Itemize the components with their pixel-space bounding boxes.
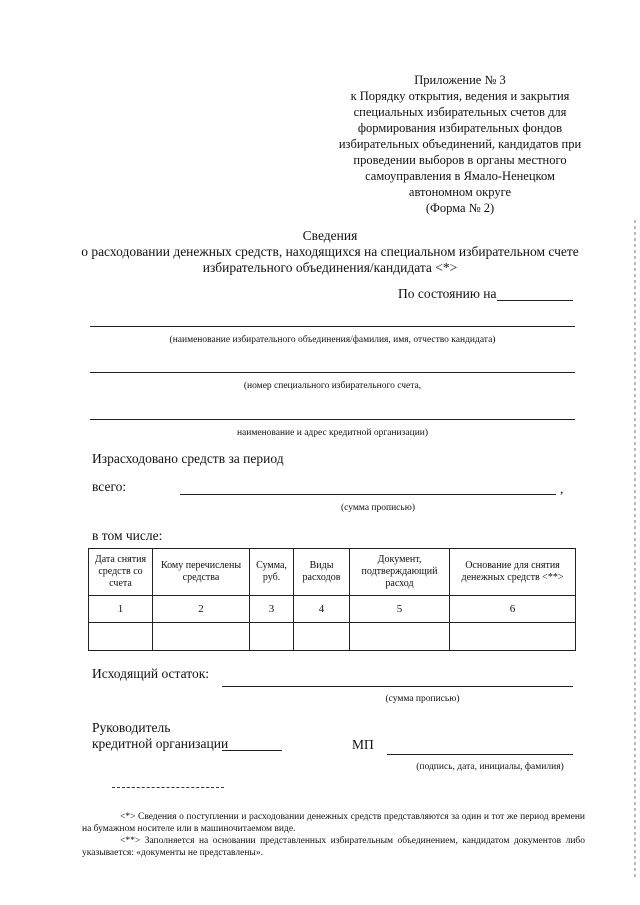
account-number-field[interactable] — [90, 372, 575, 373]
candidate-name-field[interactable] — [90, 326, 575, 327]
table-cell[interactable] — [450, 623, 576, 651]
document-subtitle-line2: избирательного объединения/кандидата <*> — [202, 260, 458, 275]
closing-balance-field[interactable] — [222, 686, 573, 687]
credit-org-label: кредитной организации — [92, 736, 229, 751]
signature-details-field[interactable] — [387, 754, 573, 755]
column-number-row — [89, 596, 576, 623]
including-label: в том числе: — [92, 528, 163, 543]
account-number-caption: (номер специального избирательного счета, — [243, 381, 422, 391]
table-row[interactable] — [89, 623, 576, 651]
header-expense-type: Виды расходов — [294, 549, 350, 596]
footnote-1: <*> Сведения о поступлении и расходовании денежных средств представляются за один и тот же период времени на бумажном носителе или в машиночитаемом виде. — [82, 812, 585, 834]
scan-edge-artifact — [634, 220, 636, 880]
spending-table — [88, 548, 576, 651]
head-signature-field[interactable] — [222, 750, 282, 751]
header-amount: Сумма, руб. — [250, 549, 294, 596]
table-header-row — [89, 549, 576, 596]
closing-balance-label: Исходящий остаток: — [92, 666, 210, 681]
table-cell[interactable] — [89, 623, 153, 651]
bank-name-caption: наименование и адрес кредитной организации) — [236, 428, 429, 438]
total-sum-caption: (сумма прописью) — [341, 503, 415, 513]
appendix-line: автономном округе — [408, 185, 512, 199]
table-cell[interactable] — [153, 623, 250, 651]
header-withdrawal-basis: Основание для снятия денежных средств <**> — [450, 549, 576, 596]
appendix-line: к Порядку открытия, ведения и закрытия — [350, 89, 570, 103]
as-of-date-field[interactable] — [497, 300, 573, 301]
appendix-line: Приложение № 3 — [414, 73, 506, 87]
appendix-line: проведении выборов в органы местного — [353, 153, 567, 167]
stamp-label: МП — [352, 737, 374, 752]
appendix-reference — [330, 72, 590, 216]
total-label: всего: — [92, 479, 127, 494]
header-supporting-document: Документ, подтверждающий расход — [350, 549, 450, 596]
column-number: 6 — [450, 596, 576, 623]
column-number: 4 — [294, 596, 350, 623]
candidate-name-caption: (наименование избирательного объединения/фамилия, имя, отчество кандидата) — [169, 335, 496, 345]
bank-name-address-field[interactable] — [90, 419, 575, 420]
column-number: 1 — [89, 596, 153, 623]
appendix-line: избирательных объединений, кандидатов при — [338, 137, 582, 151]
footnote-2: <**> Заполняется на основании представленных избирательным объединением, кандидатом документов либо указывается: «документы не представлены». — [82, 836, 585, 858]
appendix-line: специальных избирательных счетов для — [353, 105, 567, 119]
total-comma: , — [560, 481, 564, 496]
footnote-separator — [112, 787, 224, 788]
table-cell[interactable] — [294, 623, 350, 651]
appendix-line: (Форма № 2) — [425, 201, 495, 215]
total-sum-field[interactable] — [180, 494, 556, 495]
header-recipient: Кому перечислены средства — [153, 549, 250, 596]
table-cell[interactable] — [250, 623, 294, 651]
column-number: 3 — [250, 596, 294, 623]
as-of-label: По состоянию на — [398, 286, 497, 301]
column-number: 5 — [350, 596, 450, 623]
spent-period-label: Израсходовано средств за период — [92, 451, 284, 466]
header-withdrawal-date: Дата снятия средств со счета — [89, 549, 153, 596]
table-cell[interactable] — [350, 623, 450, 651]
closing-balance-caption: (сумма прописью) — [385, 694, 460, 704]
document-subtitle-line1: о расходовании денежных средств, находящихся на специальном избирательном счете — [81, 244, 579, 259]
column-number: 2 — [153, 596, 250, 623]
appendix-line: самоуправления в Ямало-Ненецком — [365, 169, 555, 183]
signature-caption: (подпись, дата, инициалы, фамилия) — [416, 762, 564, 772]
head-label: Руководитель — [92, 720, 171, 735]
document-title: Сведения — [302, 228, 358, 243]
appendix-line: формирования избирательных фондов — [357, 121, 563, 135]
